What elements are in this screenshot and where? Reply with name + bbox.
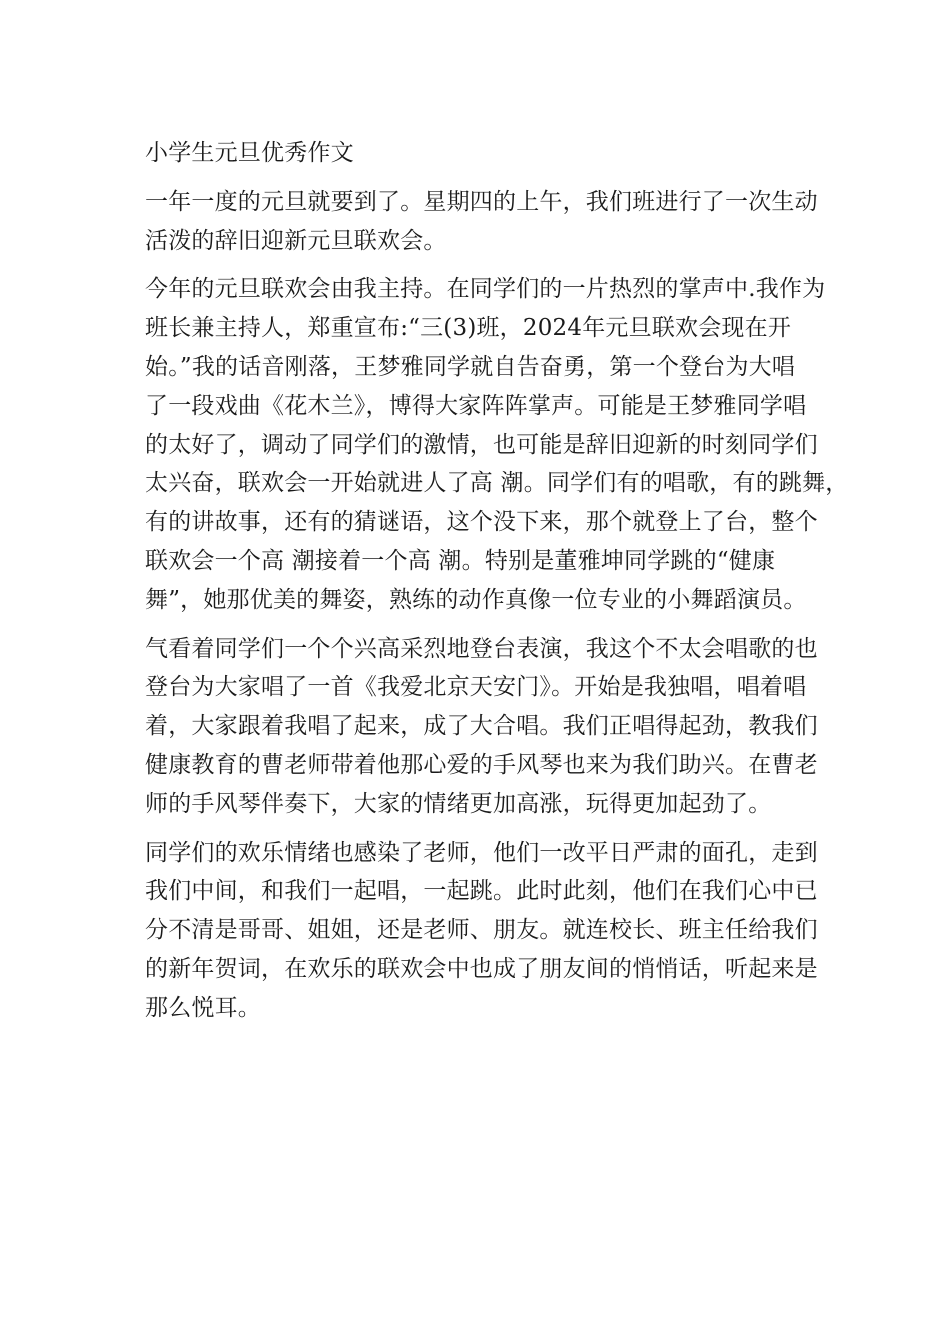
paragraph-line: 同学们的欢乐情绪也感染了老师，他们一改平日严肃的面孔，走到: [145, 839, 818, 866]
paragraph-1: [145, 183, 820, 261]
paragraph-line: 太兴奋，联欢会一开始就进人了高 潮。同学们有的唱歌，有的跳舞，: [145, 470, 849, 497]
paragraph-line: 气看着同学们一个个兴高采烈地登台表演，我这个不太会唱歌的也: [145, 635, 818, 662]
paragraph-line: 的太好了，调动了同学们的激情，也可能是辞旧迎新的时刻同学们: [145, 431, 818, 458]
paragraph-gap: [145, 620, 820, 630]
paragraph-line: 着，大家跟着我唱了起来，成了大合唱。我们正唱得起劲，教我们: [145, 713, 818, 740]
paragraph-2: [145, 270, 849, 619]
paragraph-line: 班长兼主持人，郑重宣布:“三(3)班，2024年元旦联欢会现在开: [145, 315, 792, 342]
document-title: 小学生元旦优秀作文: [145, 140, 354, 166]
paragraph-line: 健康教育的曹老师带着他那心爱的手风琴也来为我们助兴。在曹老: [145, 751, 818, 778]
paragraph-line: 一年一度的元旦就要到了。星期四的上午，我们班进行了一次生动: [145, 188, 818, 215]
paragraph-line: 登台为大家唱了一首《我爱北京天安门》。开始是我独唱，唱着唱: [145, 674, 807, 701]
paragraph-line: 我们中间，和我们一起唱，一起跳。此时此刻，他们在我们心中已: [145, 878, 818, 905]
paragraph-line: 今年的元旦联欢会由我主持。在同学们的一片热烈的掌声中.我作为: [145, 276, 826, 303]
paragraph-line: 活泼的辞旧迎新元旦联欢会。: [145, 227, 447, 254]
paragraph-gap: [145, 173, 820, 183]
paragraph-line: 联欢会一个高 潮接着一个高 潮。特别是董雅坤同学跳的“健康: [145, 547, 776, 574]
paragraph-line: 师的手风琴伴奏下，大家的情绪更加高涨，玩得更加起劲了。: [145, 790, 772, 817]
paragraph-line: 始。”我的话音刚落，王梦雅同学就自告奋勇，第一个登台为大唱: [145, 353, 796, 380]
paragraph-3: [145, 630, 820, 824]
paragraph-line: 那么悦耳。: [145, 994, 261, 1021]
paragraph-4: [145, 834, 820, 1028]
paragraph-line: 分不清是哥哥、姐姐，还是老师、朋友。就连校长、班主任给我们: [145, 917, 818, 944]
paragraph-line: 了一段戏曲《花木兰》，博得大家阵阵掌声。可能是王梦雅同学唱: [145, 392, 807, 419]
paragraph-line: 有的讲故事，还有的猜谜语，这个没下来，那个就登上了台，整个: [145, 509, 818, 536]
paragraph-line: 舞”，她那优美的舞姿，熟练的动作真像一位专业的小舞蹈演员。: [145, 586, 807, 613]
paragraph-line: 的新年贺词，在欢乐的联欢会中也成了朋友间的悄悄话，听起来是: [145, 955, 818, 982]
paragraph-gap: [145, 260, 820, 270]
paragraph-gap: [145, 824, 820, 834]
document-body: [145, 134, 849, 1028]
